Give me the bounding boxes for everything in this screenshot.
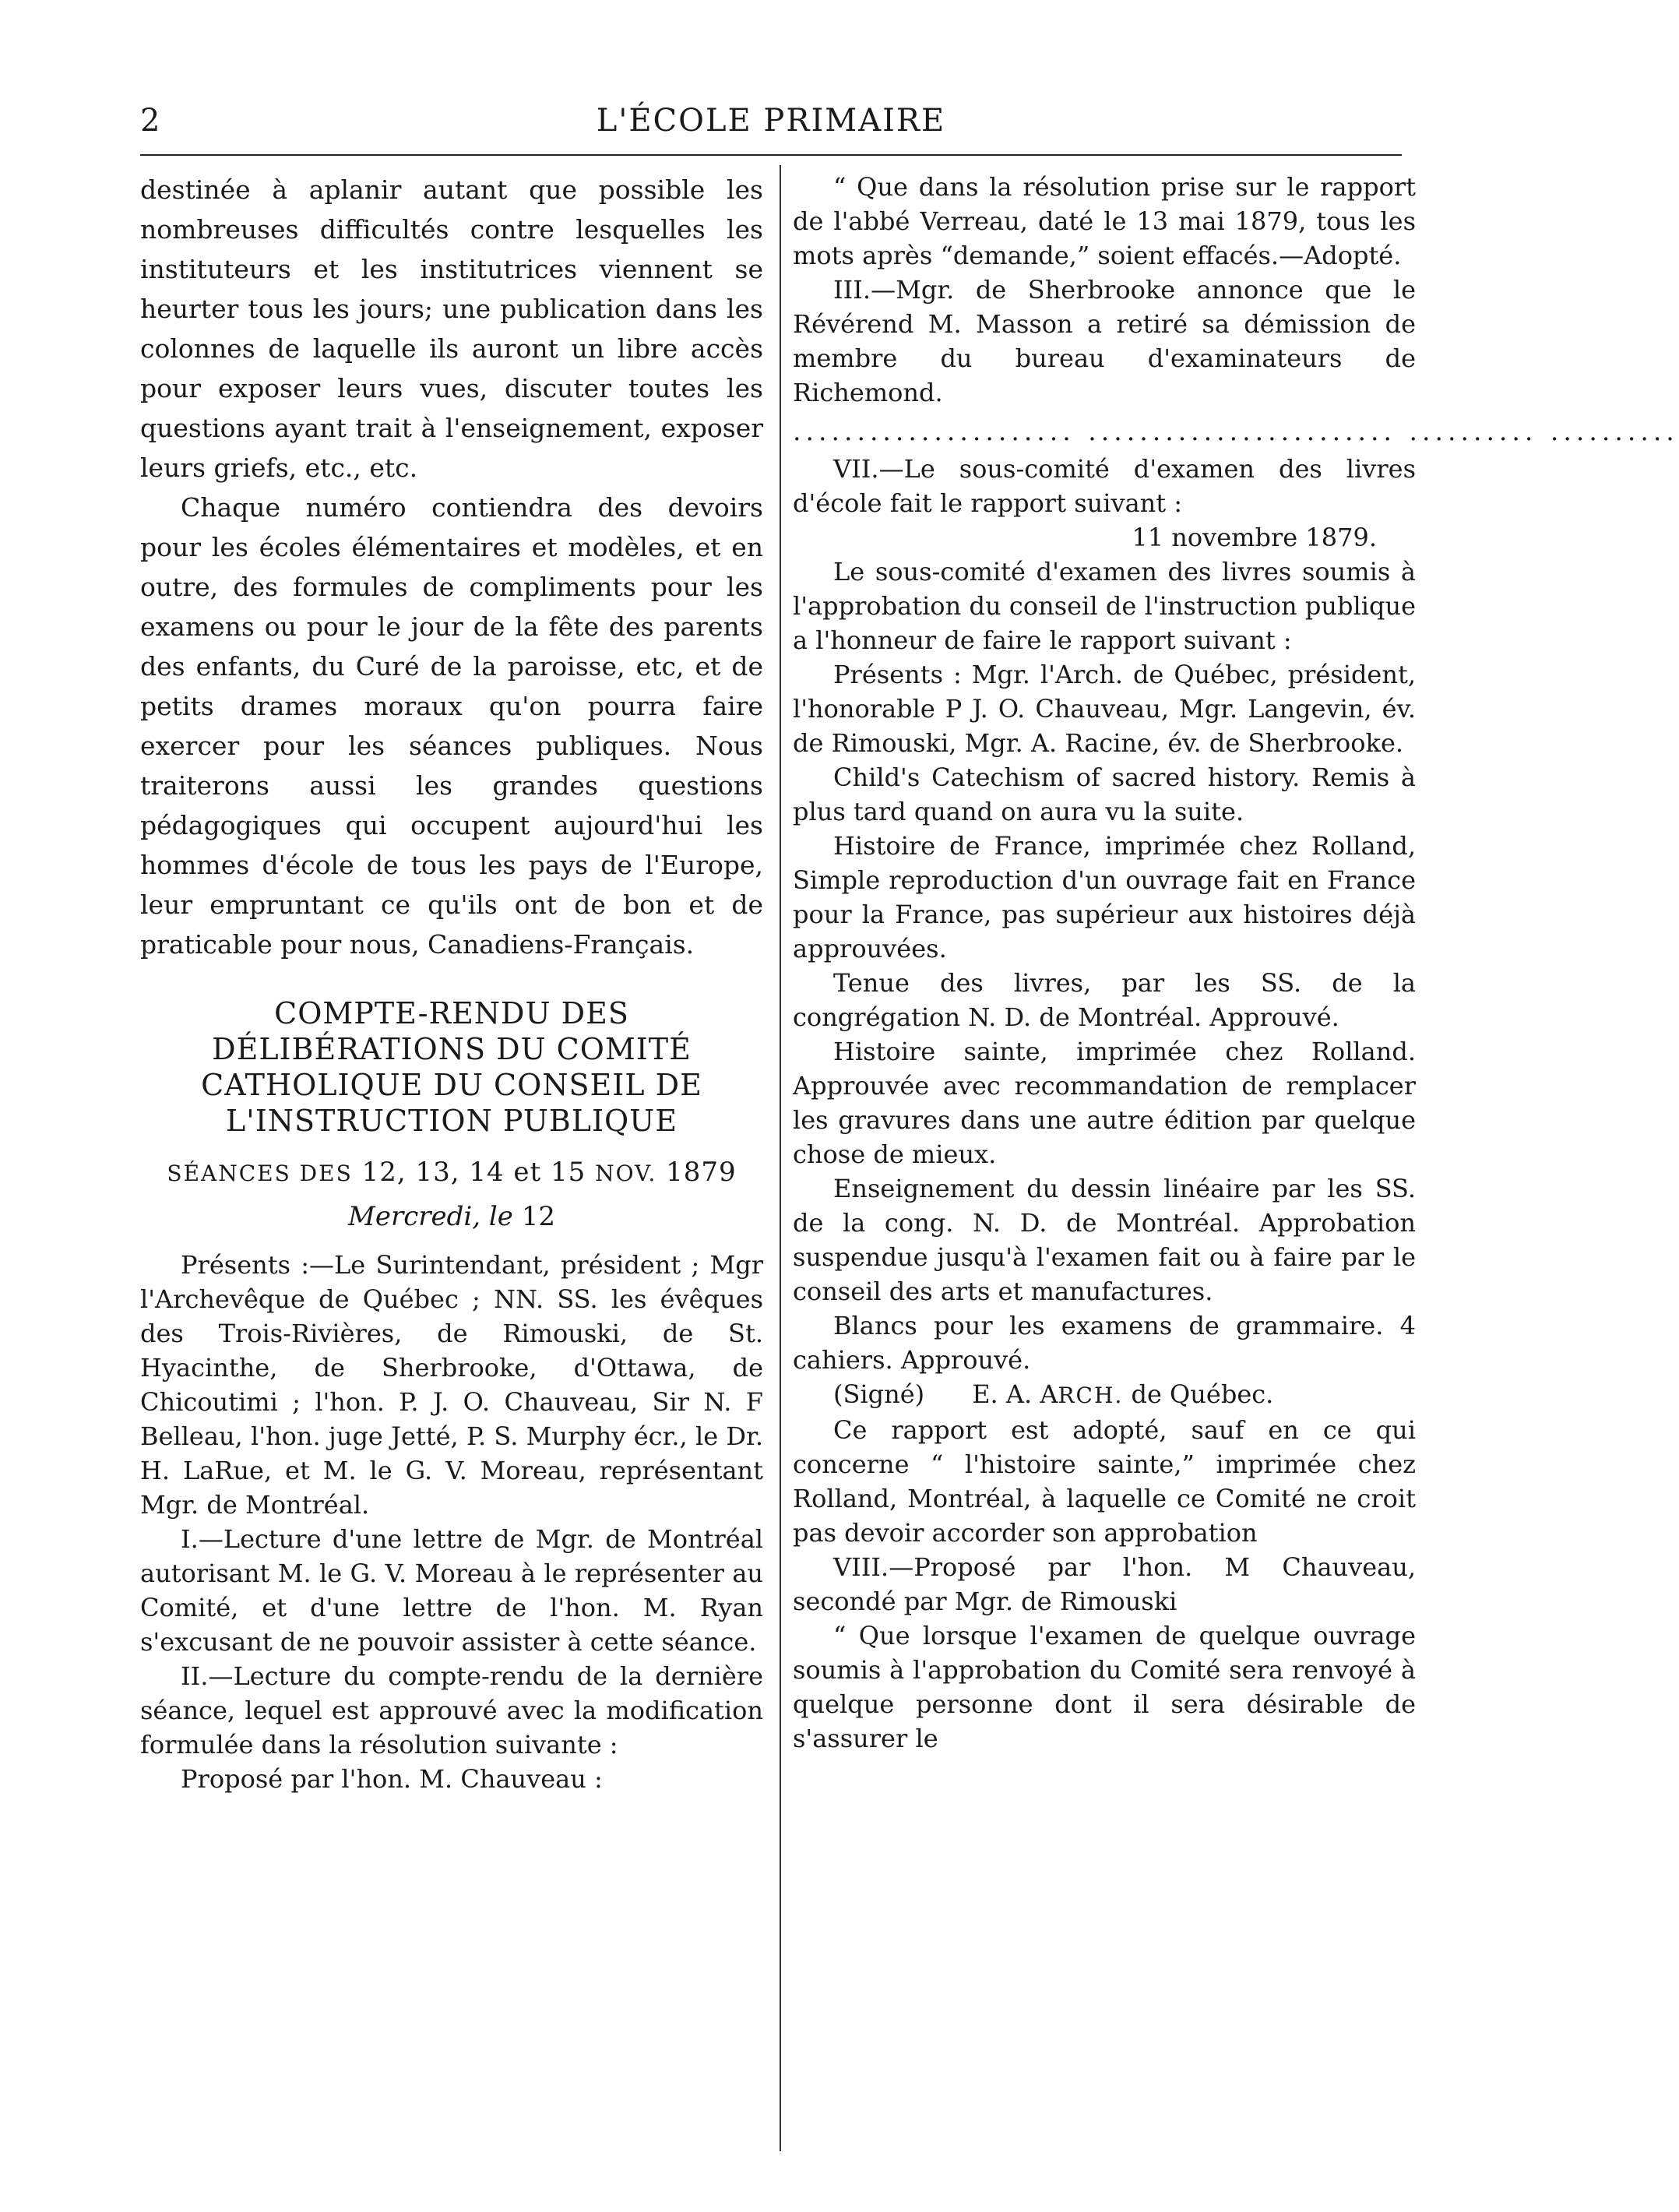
paragraph: Ce rapport est adopté, sauf en ce qui concerne “ l'histoire sainte,” imprimée chez Rolland, Montréal, à laquelle ce Comité ne croit pas devoir accorder son approbation [793, 1415, 1416, 1548]
sessions-label: SÉANCES DES [167, 1161, 353, 1186]
page-header [140, 103, 1402, 150]
paragraph: Présents : Mgr. l'Arch. de Québec, président, l'honorable P J. O. Chauveau, Mgr. Langevin, év. de Rimouski, Mgr. A. Racine, év. de Sherbrooke. [793, 660, 1416, 758]
running-title: L'ÉCOLE PRIMAIRE [596, 103, 946, 139]
paragraph: I.—Lecture d'une lettre de Mgr. de Montréal autorisant M. le G. V. Moreau à le représenter au Comité, et d'une lettre de l'hon. M. Ryan s'excusant de ne pouvoir assister à cette séance. [140, 1524, 763, 1657]
paragraph: Histoire sainte, imprimée chez Rolland. Approuvée avec recommandation de remplacer les gravures dans une autre édition par quelque chose de mieux. [793, 1037, 1416, 1169]
paragraph: II.—Lecture du compte-rendu de la dernière séance, lequel est approuvé avec la modification formulée dans la résolution suivante : [140, 1661, 763, 1759]
sessions-dates: 12, 13, 14 et 15 [361, 1157, 586, 1188]
report-date: 11 novembre 1879. [1132, 523, 1377, 552]
paragraph: III.—Mgr. de Sherbrooke annonce que le Révérend M. Masson a retiré sa démission de membre du bureau d'examinateurs de Richemond. [793, 275, 1416, 407]
signed-label: (Signé) [833, 1379, 925, 1409]
paragraph: “ Que dans la résolution prise sur le rapport de l'abbé Verreau, daté le 13 mai 1879, tous les mots après “demande,” soient effacés.—Adopté. [793, 172, 1416, 270]
paragraph: Histoire de France, imprimée chez Rolland, Simple reproduction d'un ouvrage fait en France pour la France, pas supérieur aux histoires déjà approuvées. [793, 831, 1416, 963]
paragraph: Enseignement du dessin linéaire par les SS. de la cong. N. D. de Montréal. Approbation suspendue jusqu'à l'examen fait ou à faire par le conseil des arts et manufactures. [793, 1174, 1416, 1306]
paragraph: VII.—Le sous-comité d'examen des livres d'école fait le rapport suivant : [793, 454, 1416, 518]
paragraph: “ Que lorsque l'examen de quelque ouvrage soumis à l'approbation du Comité sera renvoyé à quelque personne dont il sera désirable de s'assurer le [793, 1621, 1416, 1753]
left-column [140, 170, 763, 1796]
sessions-year: 1879 [666, 1157, 737, 1188]
paragraph: VIII.—Proposé par l'hon. M Chauveau, secondé par Mgr. de Rimouski [793, 1552, 1416, 1616]
signed-place: de Québec. [1131, 1379, 1274, 1409]
sessions-month: NOV. [595, 1161, 657, 1186]
page-number: 2 [140, 103, 160, 139]
signed-name: E. A. A [972, 1379, 1058, 1409]
paragraph: Child's Catechism of sacred history. Remis à plus tard quand on aura vu la suite. [793, 763, 1416, 826]
day-name: Mercredi, le [348, 1201, 513, 1232]
paragraph: Chaque numéro contiendra des devoirs pour les écoles élémentaires et modèles, et en outre, des formules de compliments pour les examens ou pour le jour de la fête des parents des enfants, du Curé de la paroisse, etc, et de petits drames moraux qu'on pourra faire exercer pour les séances publiques. Nous traiterons aussi les grandes questions pédagogiques qui occupent aujourd'hui les hommes d'école de tous les pays de l'Europe, leur empruntant ce qu'ils ont de bon et de praticable pour nous, Canadiens-Français. [140, 492, 763, 960]
section-title: COMPTE-RENDU DES DÉLIBÉRATIONS DU COMITÉ CATHOLIQUE DU CONSEIL DE L'INSTRUCTION PUBLIQUE [201, 996, 702, 1138]
sessions-line [140, 1153, 763, 1193]
paragraph: Blancs pour les examens de grammaire. 4 cahiers. Approuvé. [793, 1311, 1416, 1375]
paragraph: Proposé par l'hon. M. Chauveau : [181, 1764, 603, 1794]
paragraph: Le sous-comité d'examen des livres soumis à l'approbation du conseil de l'instruction publique a l'honneur de faire le rapport suivant : [793, 557, 1416, 655]
signed-name-smallcaps: RCH. [1058, 1382, 1124, 1408]
header-rule [140, 154, 1402, 156]
day-heading [140, 1196, 763, 1237]
paragraph: Présents :—Le Surintendant, président ; Mgr l'Archevêque de Québec ; NN. SS. les évêques des Trois-Rivières, de Rimouski, de St. Hyacinthe, de Sherbrooke, d'Ottawa, de Chicoutimi ; l'hon. P. J. O. Chauveau, Sir N. F Belleau, l'hon. juge Jetté, P. S. Murphy écr., le Dr. H. LaRue, et M. le G. V. Moreau, représentant Mgr. de Montréal. [140, 1250, 763, 1520]
right-column [793, 170, 1679, 1756]
ellipsis-separator: ...................... ........................ .......... .......... [793, 416, 1679, 446]
paragraph: Tenue des livres, par les SS. de la congrégation N. D. de Montréal. Approuvé. [793, 968, 1416, 1032]
column-divider [780, 165, 781, 2151]
day-number: 12 [521, 1201, 555, 1232]
paragraph: destinée à aplanir autant que possible les nombreuses difficultés contre lesquelles les instituteurs et les institutrices viennent se heurter tous les jours; une publication dans les colonnes de laquelle ils auront un libre accès pour exposer leurs vues, discuter toutes les questions ayant trait à l'enseignement, exposer leurs griefs, etc., etc. [140, 174, 763, 483]
signature-line [793, 1377, 1416, 1413]
